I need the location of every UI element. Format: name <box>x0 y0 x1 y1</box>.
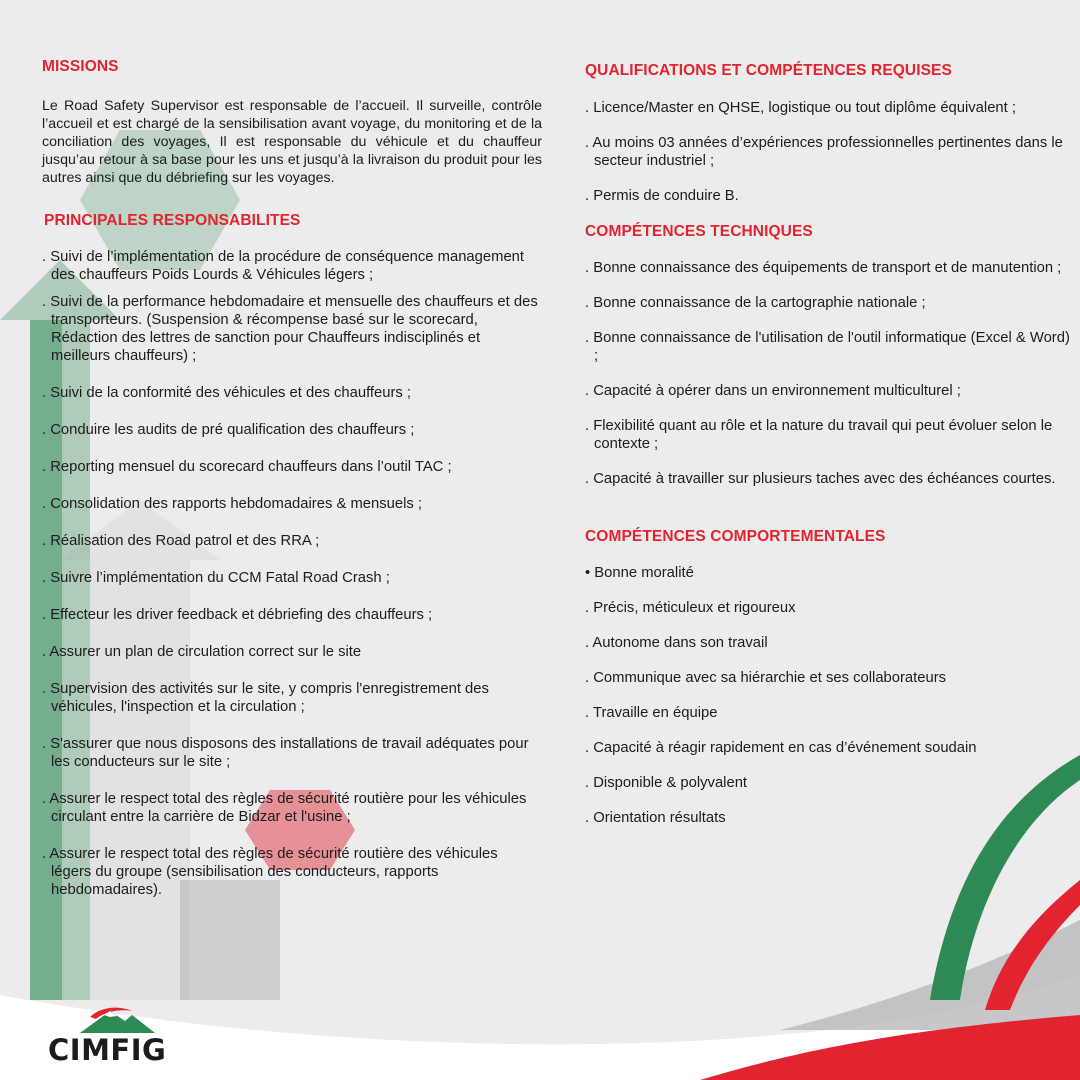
list-item: . S'assurer que nous disposons des installations de travail adéquates pour les conducteurs sur le site ; <box>42 736 529 770</box>
qualifications-title: QUALIFICATIONS ET COMPÉTENCES REQUISES <box>585 62 952 79</box>
list-item: . Au moins 03 années d’expériences professionnelles pertinentes dans le secteur industriel ; <box>585 135 1063 169</box>
list-item: . Suivi de la performance hebdomadaire et mensuelle des chauffeurs et des transporteurs. (Suspension & récompense basé sur le scorecard, Rédaction des lettres de sanction pour Chauffeurs indisciplinés et meilleurs chauffeurs) ; <box>42 294 538 364</box>
list-item: . Assurer le respect total des règles de sécurité routière pour les véhicules circulant entre la carrière de Bidzar et l'usine ; <box>42 791 527 825</box>
list-item: . Communique avec sa hiérarchie et ses collaborateurs <box>585 670 947 686</box>
mountain-logo-icon <box>70 1003 160 1037</box>
list-item: . Flexibilité quant au rôle et la nature du travail qui peut évoluer selon le contexte ; <box>585 418 1053 452</box>
list-item: . Effecteur les driver feedback et débriefing des chauffeurs ; <box>42 607 433 623</box>
list-item: • Bonne moralité <box>585 565 694 581</box>
comportementales-title: COMPÉTENCES COMPORTEMENTALES <box>585 528 886 545</box>
list-item: . Capacité à travailler sur plusieurs taches avec des échéances courtes. <box>585 471 1056 487</box>
cimfig-logo <box>48 1003 178 1069</box>
list-item: . Permis de conduire B. <box>585 188 739 204</box>
missions-text: Le Road Safety Supervisor est responsable de l’accueil. Il surveille, contrôle l’accueil et est chargé de la sensibilisation avant voyage, du monitoring et de la conciliation des voyages, Il est responsable du véhicule et du chauffeur jusqu’au retour à sa base pour les uns et jusqu’à la livraison du produit pour les autres ainsi que du débriefing sur les voyages. <box>42 98 542 186</box>
list-item: . Capacité à réagir rapidement en cas d’événement soudain <box>585 740 977 756</box>
list-item: . Bonne connaissance des équipements de transport et de manutention ; <box>585 260 1062 276</box>
techniques-list <box>585 259 1071 488</box>
list-item: . Orientation résultats <box>585 810 726 826</box>
list-item: . Suivi de la conformité des véhicules et des chauffeurs ; <box>42 385 412 401</box>
list-item: . Disponible & polyvalent <box>585 775 748 791</box>
list-item: . Suivre l’implémentation du CCM Fatal Road Crash ; <box>42 570 390 586</box>
right-column <box>585 62 1071 827</box>
qualifications-list <box>585 99 1071 205</box>
responsabilites-list <box>42 248 542 899</box>
comportementales-list <box>585 564 1071 827</box>
list-item: . Travaille en équipe <box>585 705 718 721</box>
logo-text: CIMFIG <box>48 1033 167 1067</box>
list-item: . Supervision des activités sur le site, y compris l'enregistrement des véhicules, l'inspection et la circulation ; <box>42 681 489 715</box>
list-item: . Assurer le respect total des règles de sécurité routière des véhicules légers du groupe (sensibilisation des conducteurs, rapports hebdomadaires). <box>42 846 498 898</box>
list-item: . Assurer un plan de circulation correct sur le site <box>42 644 362 660</box>
list-item: . Bonne connaissance de l'utilisation de l'outil informatique (Excel & Word) ; <box>585 330 1070 364</box>
list-item: . Consolidation des rapports hebdomadaires & mensuels ; <box>42 496 423 512</box>
list-item: . Autonome dans son travail <box>585 635 768 651</box>
list-item: . Précis, méticuleux et rigoureux <box>585 600 796 616</box>
missions-title: MISSIONS <box>42 58 119 75</box>
list-item: . Reporting mensuel du scorecard chauffeurs dans l’outil TAC ; <box>42 459 452 475</box>
left-column <box>42 58 542 899</box>
list-item: . Conduire les audits de pré qualification des chauffeurs ; <box>42 422 415 438</box>
responsabilites-title: PRINCIPALES RESPONSABILITES <box>44 212 301 229</box>
list-item: . Suivi de l’implémentation de la procédure de conséquence management des chauffeurs Poids Lourds & Véhicules légers ; <box>42 249 525 283</box>
techniques-title: COMPÉTENCES TECHNIQUES <box>585 223 813 240</box>
list-item: . Capacité à opérer dans un environnement multiculturel ; <box>585 383 961 399</box>
list-item: . Licence/Master en QHSE, logistique ou tout diplôme équivalent ; <box>585 100 1016 116</box>
list-item: . Réalisation des Road patrol et des RRA ; <box>42 533 320 549</box>
list-item: . Bonne connaissance de la cartographie nationale ; <box>585 295 926 311</box>
